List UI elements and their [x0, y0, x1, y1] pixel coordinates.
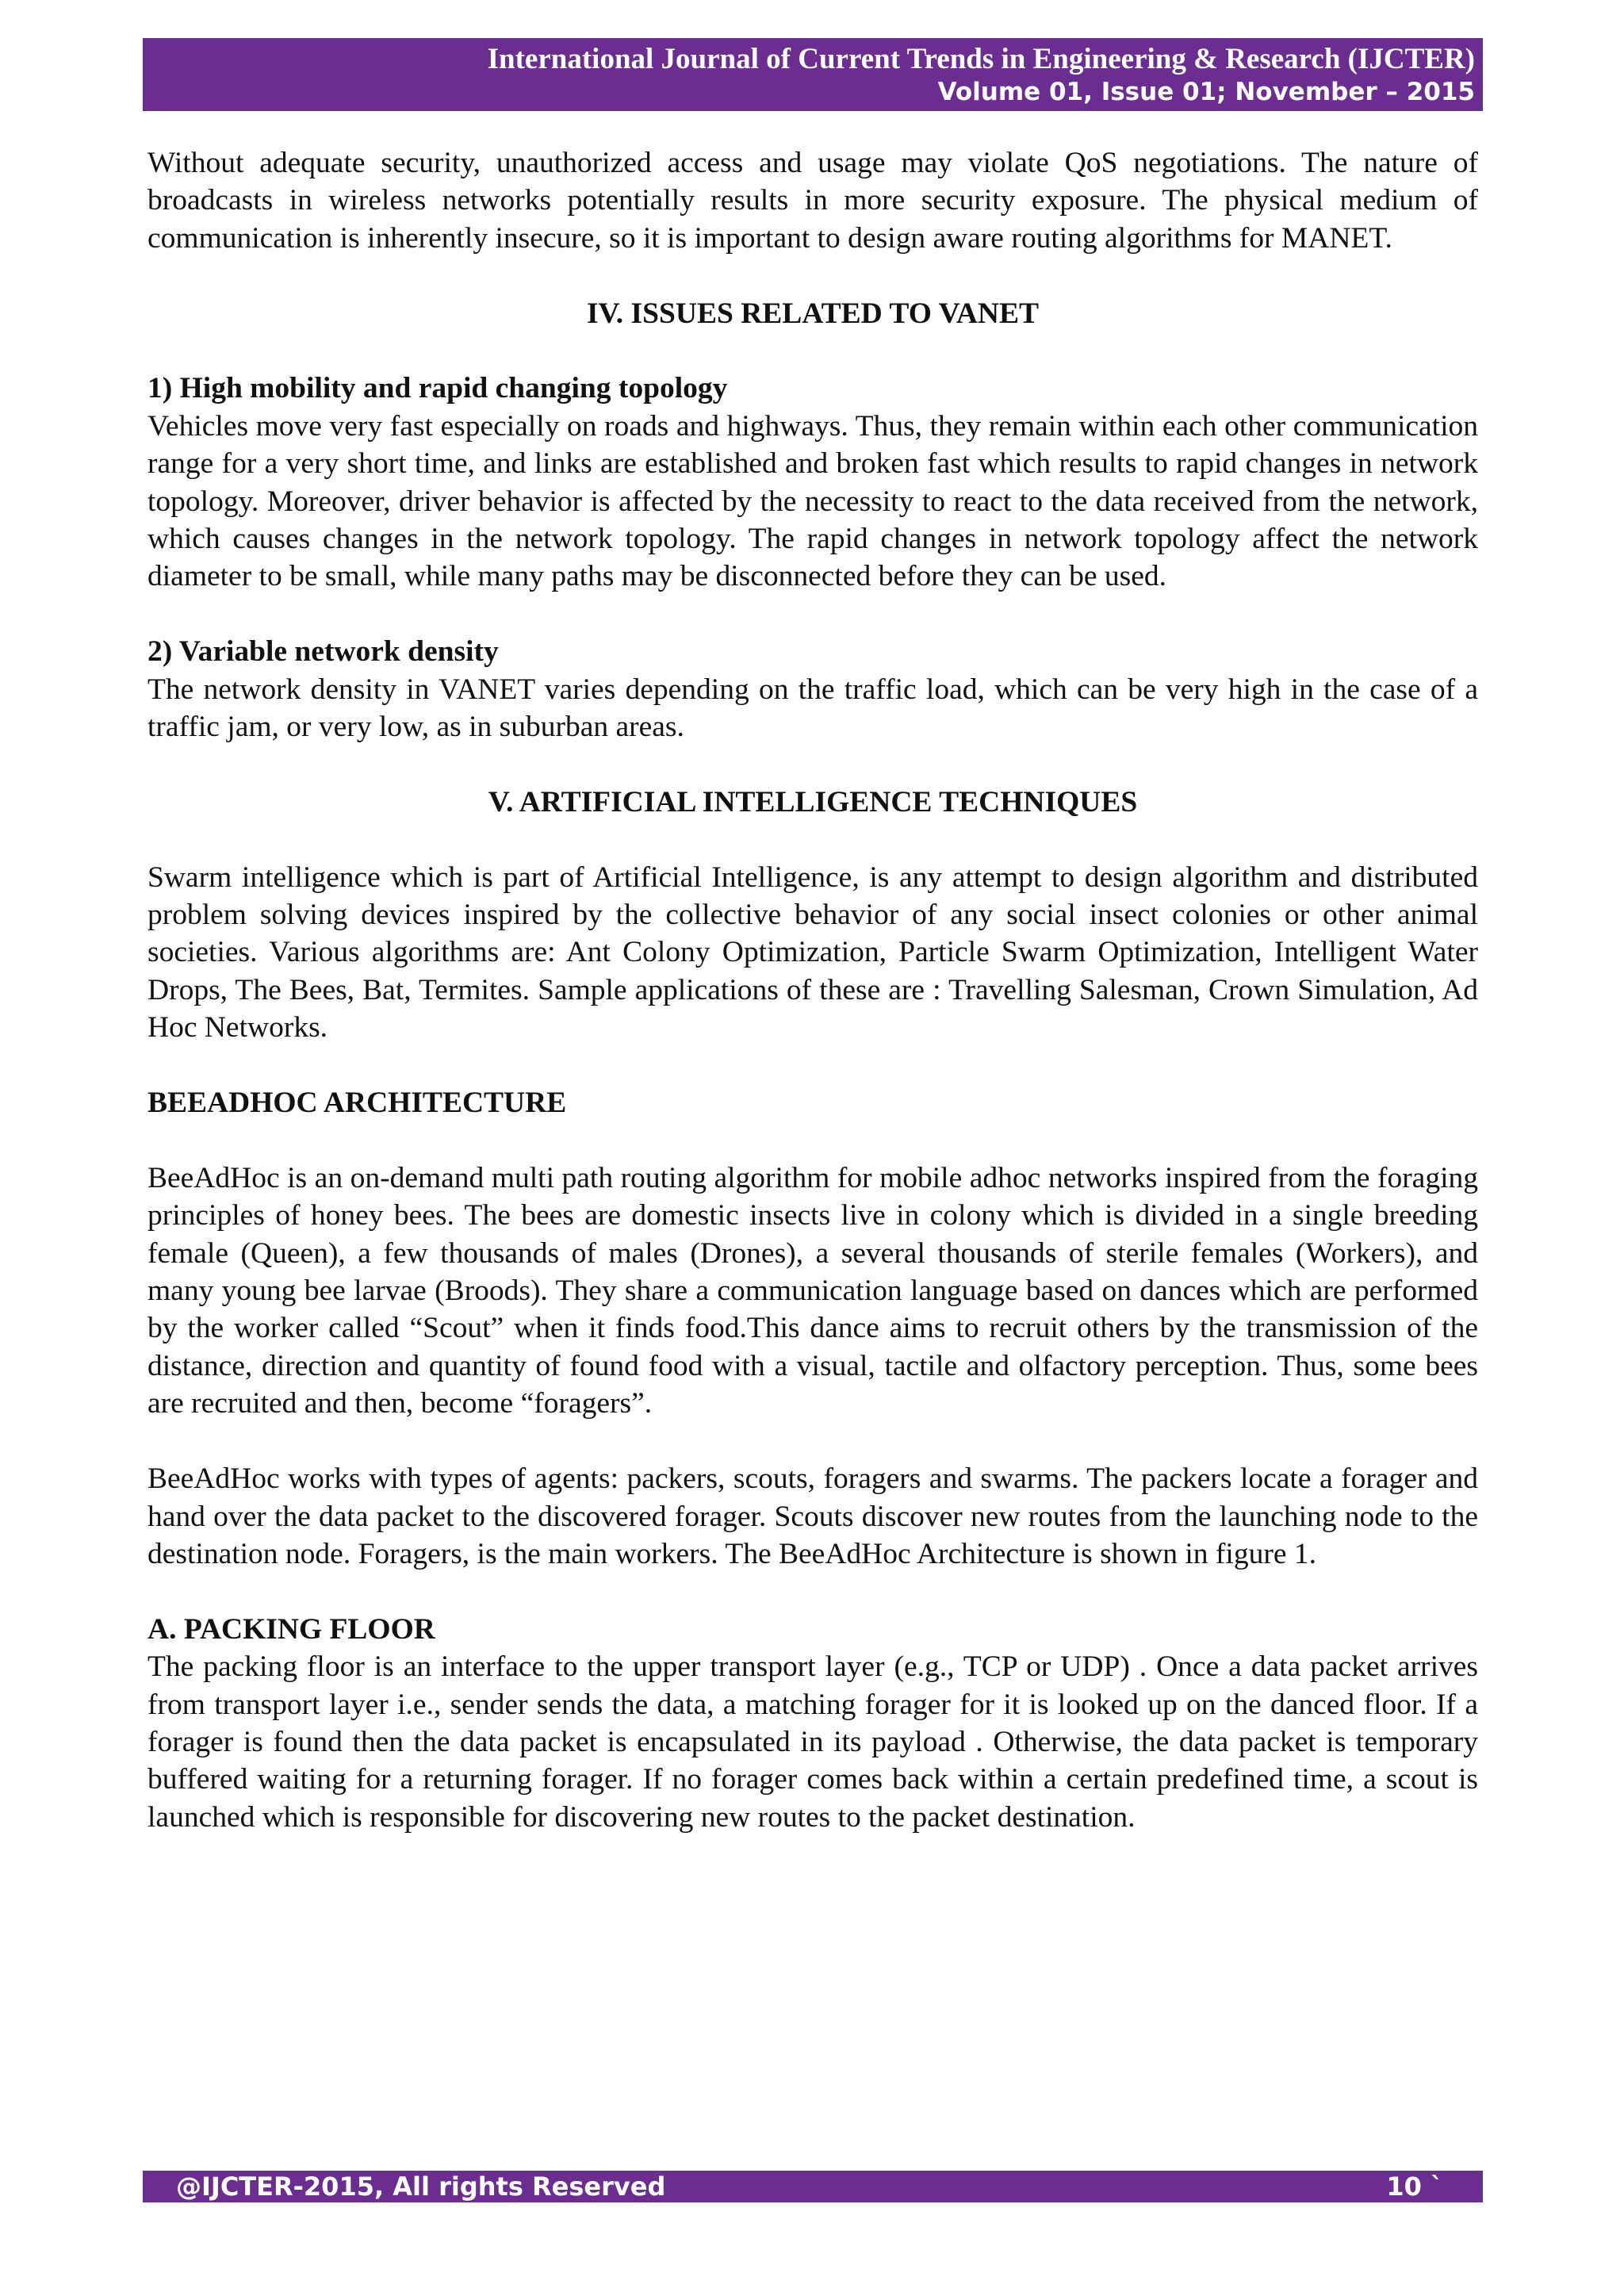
- beeadhoc-paragraph-2: BeeAdHoc works with types of agents: packers, scouts, foragers and swarms. The packers locate a forager and hand over the data packet to the discovered forager. Scouts discover new routes from the launching node to the destination node. Foragers, is the main workers. The BeeAdHoc Architecture is shown in figure 1.: [147, 1462, 1478, 1570]
- beeadhoc-paragraph-1: BeeAdHoc is an on-demand multi path routing algorithm for mobile adhoc networks inspired from the foraging principles of honey bees. The bees are domestic insects live in colony which is divided in a single breeding female (Queen), a few thousands of males (Drones), a several thousands of sterile females (Workers), and many young bee larvae (Broods). They share a communication language based on dances which are performed by the worker called “Scout” when it finds food.This dance aims to recruit others by the transmission of the distance, direction and quantity of found food with a visual, tactile and olfactory perception. Thus, some bees are recruited and then, become “foragers”.: [147, 1161, 1478, 1420]
- copyright-notice: @IJCTER-2015, All rights Reserved: [176, 2171, 666, 2202]
- page-body: [147, 144, 1478, 1836]
- journal-header: [143, 38, 1483, 111]
- section-v-paragraph: Swarm intelligence which is part of Artificial Intelligence, is any attempt to design algorithm and distributed problem solving devices inspired by the collective behavior of any social insect colonies or other animal societies. Various algorithms are: Ant Colony Optimization, Particle Swarm Optimization, Intelligent Water Drops, The Bees, Bat, Termites. Sample applications of these are : Travelling Salesman, Crown Simulation, Ad Hoc Networks.: [147, 861, 1478, 1045]
- page-footer: [143, 2171, 1483, 2202]
- beeadhoc-heading: BEEADHOC ARCHITECTURE: [147, 1087, 567, 1120]
- subsection-1-heading: 1) High mobility and rapid changing topology: [147, 372, 728, 405]
- subsection-2-paragraph: The network density in VANET varies depending on the traffic load, which can be very high in the case of a traffic jam, or very low, as in suburban areas.: [147, 673, 1478, 744]
- page-number: 10 `: [1386, 2171, 1443, 2202]
- journal-issue: Volume 01, Issue 01; November – 2015: [937, 78, 1475, 106]
- packing-floor-heading: A. PACKING FLOOR: [147, 1612, 435, 1646]
- section-iv-heading: IV. ISSUES RELATED TO VANET: [586, 297, 1040, 330]
- section-v-heading: V. ARTIFICIAL INTELLIGENCE TECHNIQUES: [488, 785, 1138, 818]
- subsection-1-paragraph: Vehicles move very fast especially on roads and highways. Thus, they remain within each other communication range for a very short time, and links are established and broken fast which results to rapid changes in network topology. Moreover, driver behavior is affected by the necessity to react to the data received from the network, which causes changes in the network topology. The rapid changes in network topology affect the network diameter to be small, while many paths may be disconnected before they can be used.: [147, 409, 1478, 593]
- packing-floor-paragraph: The packing floor is an interface to the upper transport layer (e.g., TCP or UDP) . Once a data packet arrives from transport layer i.e., sender sends the data, a matching forager for it is looked up on the danced floor. If a forager is found then the data packet is encapsulated in its payload . Otherwise, the data packet is temporary buffered waiting for a returning forager. If no forager comes back within a certain predefined time, a scout is launched which is responsible for discovering new routes to the packet destination.: [147, 1650, 1478, 1834]
- subsection-2-heading: 2) Variable network density: [147, 635, 499, 669]
- intro-paragraph: Without adequate security, unauthorized access and usage may violate QoS negotiations. The nature of broadcasts in wireless networks potentially results in more security exposure. The physical medium of communication is inherently insecure, so it is important to design aware routing algorithms for MANET.: [147, 147, 1478, 255]
- journal-title: International Journal of Current Trends in Engineering & Research (IJCTER): [487, 43, 1475, 75]
